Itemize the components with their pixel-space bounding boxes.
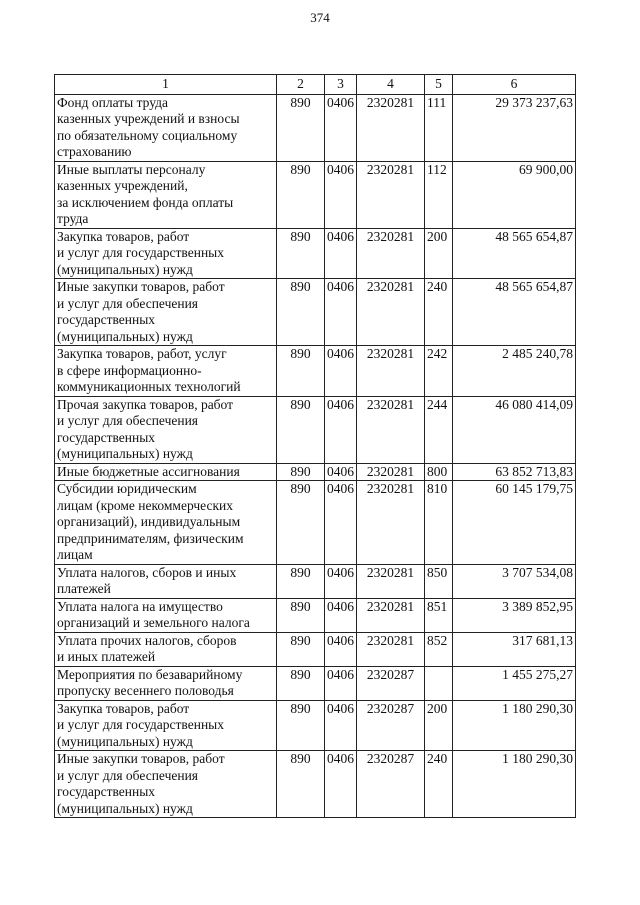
cell-name [55, 598, 277, 632]
cell-target-text: 2320281 [366, 598, 415, 614]
cell-grbs-text: 890 [290, 228, 311, 244]
cell-name-text: Иные закупки товаров, работ и услуг для обеспечения государственных (муниципальных) нужд [57, 751, 225, 816]
cell-type [425, 463, 453, 481]
cell-type [425, 279, 453, 346]
cell-type-text: 240 [427, 279, 448, 294]
cell-section-text: 0406 [327, 632, 354, 648]
cell-grbs [277, 396, 325, 463]
cell-amount [453, 346, 576, 397]
cell-target-text: 2320281 [366, 279, 415, 294]
cell-name-text: Закупка товаров, работ, услуг в сфере информационно- коммуникационных технологий [57, 346, 241, 394]
cell-grbs [277, 228, 325, 279]
cell-section [325, 481, 357, 565]
cell-name-text: Прочая закупка товаров, работ и услуг для обеспечения государственных (муниципальных) нужд [57, 396, 234, 461]
cell-target [357, 228, 425, 279]
cell-target-text: 2320281 [366, 228, 415, 244]
cell-target-text: 2320281 [366, 161, 415, 177]
cell-name-text: Иные выплаты персоналу казенных учреждений, за исключением фонда оплаты труда [57, 161, 234, 226]
cell-grbs-text: 890 [290, 463, 311, 479]
cell-section-text: 0406 [327, 161, 354, 177]
column-header-type: 5 [425, 75, 453, 95]
cell-name [55, 396, 277, 463]
table-row [55, 481, 576, 565]
cell-name [55, 666, 277, 700]
cell-section [325, 94, 357, 161]
cell-target [357, 700, 425, 751]
cell-grbs [277, 346, 325, 397]
cell-grbs [277, 751, 325, 818]
cell-grbs-text: 890 [290, 700, 311, 716]
table-row [55, 564, 576, 598]
table-row [55, 700, 576, 751]
cell-target [357, 666, 425, 700]
cell-section-text: 0406 [327, 396, 354, 412]
cell-type-text: 240 [427, 751, 448, 766]
cell-section-text: 0406 [327, 481, 354, 496]
cell-name [55, 481, 277, 565]
cell-grbs [277, 481, 325, 565]
cell-amount [453, 666, 576, 700]
cell-section-text: 0406 [327, 346, 354, 361]
cell-grbs-text: 890 [290, 751, 311, 766]
cell-section-text: 0406 [327, 279, 354, 294]
cell-amount-text: 29 373 237,63 [495, 94, 573, 110]
cell-type [425, 481, 453, 565]
cell-grbs [277, 598, 325, 632]
cell-section-text: 0406 [327, 463, 354, 479]
cell-amount-text: 60 145 179,75 [495, 481, 573, 496]
cell-target [357, 598, 425, 632]
table-row [55, 94, 576, 161]
cell-target [357, 94, 425, 161]
cell-type [425, 751, 453, 818]
cell-amount-text: 3 389 852,95 [502, 598, 573, 614]
cell-target-text: 2320287 [366, 700, 415, 716]
cell-type-text: 244 [427, 396, 448, 412]
cell-target [357, 346, 425, 397]
cell-type [425, 161, 453, 228]
cell-section [325, 161, 357, 228]
cell-target-text: 2320281 [366, 564, 415, 580]
cell-grbs-text: 890 [290, 396, 311, 412]
cell-amount [453, 94, 576, 161]
cell-grbs [277, 279, 325, 346]
column-header-section: 3 [325, 75, 357, 95]
cell-grbs [277, 564, 325, 598]
cell-type-text: 200 [427, 700, 448, 716]
cell-type-text: 810 [427, 481, 448, 496]
cell-name-text: Уплата прочих налогов, сборов и иных платежей [57, 632, 237, 664]
cell-amount-text: 1 180 290,30 [502, 700, 573, 716]
table-row [55, 463, 576, 481]
column-header-name: 1 [55, 75, 277, 95]
cell-name [55, 346, 277, 397]
cell-name [55, 228, 277, 279]
cell-target-text: 2320281 [366, 94, 415, 110]
cell-amount [453, 564, 576, 598]
cell-target [357, 161, 425, 228]
cell-type [425, 564, 453, 598]
table-row [55, 632, 576, 666]
cell-name-text: Иные закупки товаров, работ и услуг для обеспечения государственных (муниципальных) нужд [57, 279, 225, 344]
cell-amount [453, 700, 576, 751]
cell-name [55, 564, 277, 598]
table-row [55, 161, 576, 228]
column-header-amount: 6 [453, 75, 576, 95]
cell-name [55, 463, 277, 481]
cell-type-text: 851 [427, 598, 448, 614]
cell-name [55, 700, 277, 751]
cell-target [357, 751, 425, 818]
cell-section [325, 700, 357, 751]
cell-section-text: 0406 [327, 598, 354, 614]
cell-target [357, 279, 425, 346]
cell-amount-text: 69 900,00 [519, 161, 573, 177]
cell-section-text: 0406 [327, 94, 354, 110]
cell-grbs-text: 890 [290, 279, 311, 294]
cell-amount [453, 228, 576, 279]
cell-grbs [277, 700, 325, 751]
cell-amount-text: 1 180 290,30 [502, 751, 573, 766]
cell-grbs-text: 890 [290, 94, 311, 110]
cell-target-text: 2320287 [366, 751, 415, 766]
cell-name-text: Уплата налога на имущество организаций и земельного налога [57, 598, 250, 630]
cell-amount [453, 396, 576, 463]
cell-amount [453, 632, 576, 666]
column-header-grbs: 2 [277, 75, 325, 95]
cell-amount [453, 279, 576, 346]
cell-type [425, 666, 453, 700]
cell-grbs [277, 632, 325, 666]
cell-name [55, 94, 277, 161]
table-row [55, 598, 576, 632]
cell-type-text: 242 [427, 346, 448, 361]
cell-amount [453, 463, 576, 481]
cell-name-text: Фонд оплаты труда казенных учреждений и взносы по обязательному социальному страхованию [57, 94, 240, 159]
cell-name-text: Уплата налогов, сборов и иных платежей [57, 564, 237, 596]
cell-target-text: 2320281 [366, 481, 415, 496]
table-row [55, 666, 576, 700]
cell-name-text: Закупка товаров, работ и услуг для государственных (муниципальных) нужд [57, 700, 224, 749]
cell-type [425, 700, 453, 751]
cell-target [357, 481, 425, 565]
cell-section [325, 666, 357, 700]
cell-type-text: 200 [427, 228, 448, 244]
cell-type [425, 632, 453, 666]
cell-grbs-text: 890 [290, 481, 311, 496]
cell-amount-text: 2 485 240,78 [502, 346, 573, 361]
cell-target-text: 2320281 [366, 396, 415, 412]
cell-amount [453, 481, 576, 565]
cell-section [325, 346, 357, 397]
cell-section-text: 0406 [327, 700, 354, 716]
cell-grbs-text: 890 [290, 632, 311, 648]
cell-grbs [277, 463, 325, 481]
cell-grbs-text: 890 [290, 161, 311, 177]
cell-amount [453, 598, 576, 632]
cell-target-text: 2320281 [366, 463, 415, 479]
cell-name [55, 279, 277, 346]
table-row [55, 279, 576, 346]
cell-section [325, 598, 357, 632]
cell-grbs-text: 890 [290, 346, 311, 361]
cell-section-text: 0406 [327, 564, 354, 580]
cell-type-text: 850 [427, 564, 448, 580]
cell-section [325, 463, 357, 481]
table-row [55, 396, 576, 463]
column-header-target: 4 [357, 75, 425, 95]
budget-table [54, 74, 576, 818]
table-body [55, 94, 576, 818]
page-number: 374 [310, 10, 330, 25]
cell-type-text: 111 [427, 94, 447, 110]
cell-amount [453, 161, 576, 228]
cell-type-text: 800 [427, 463, 448, 479]
table-row [55, 228, 576, 279]
cell-type-text: 112 [427, 161, 447, 177]
cell-name [55, 161, 277, 228]
cell-name [55, 751, 277, 818]
cell-section-text: 0406 [327, 666, 354, 682]
cell-target-text: 2320287 [366, 666, 415, 682]
cell-grbs [277, 666, 325, 700]
cell-section-text: 0406 [327, 228, 354, 244]
cell-amount-text: 48 565 654,87 [495, 228, 573, 244]
cell-target [357, 463, 425, 481]
cell-amount [453, 751, 576, 818]
cell-name-text: Субсидии юридическим лицам (кроме некоммерческих организаций), индивидуальным предпринимателям, физическим лицам [57, 481, 244, 562]
cell-name-text: Иные бюджетные ассигнования [57, 463, 240, 479]
cell-section [325, 632, 357, 666]
cell-amount-text: 1 455 275,27 [502, 666, 573, 682]
cell-grbs-text: 890 [290, 666, 311, 682]
cell-name-text: Закупка товаров, работ и услуг для государственных (муниципальных) нужд [57, 228, 224, 277]
cell-type [425, 346, 453, 397]
table-header-row [55, 75, 576, 95]
cell-name [55, 632, 277, 666]
cell-target [357, 396, 425, 463]
cell-target [357, 564, 425, 598]
cell-section [325, 279, 357, 346]
cell-grbs [277, 161, 325, 228]
cell-amount-text: 3 707 534,08 [502, 564, 573, 580]
cell-section [325, 228, 357, 279]
cell-type [425, 396, 453, 463]
cell-target-text: 2320281 [366, 346, 415, 361]
table-row [55, 346, 576, 397]
cell-type [425, 598, 453, 632]
cell-type-text: 852 [427, 632, 448, 648]
cell-amount-text: 317 681,13 [512, 632, 573, 648]
cell-section [325, 396, 357, 463]
cell-grbs-text: 890 [290, 598, 311, 614]
cell-grbs [277, 94, 325, 161]
cell-type [425, 228, 453, 279]
table-row [55, 751, 576, 818]
cell-amount-text: 63 852 713,83 [495, 463, 573, 479]
cell-target [357, 632, 425, 666]
cell-type [425, 94, 453, 161]
cell-amount-text: 48 565 654,87 [495, 279, 573, 294]
cell-section-text: 0406 [327, 751, 354, 766]
cell-grbs-text: 890 [290, 564, 311, 580]
cell-name-text: Мероприятия по безаварийному пропуску весеннего половодья [57, 666, 243, 698]
cell-section [325, 751, 357, 818]
cell-section [325, 564, 357, 598]
cell-target-text: 2320281 [366, 632, 415, 648]
cell-amount-text: 46 080 414,09 [495, 396, 573, 412]
